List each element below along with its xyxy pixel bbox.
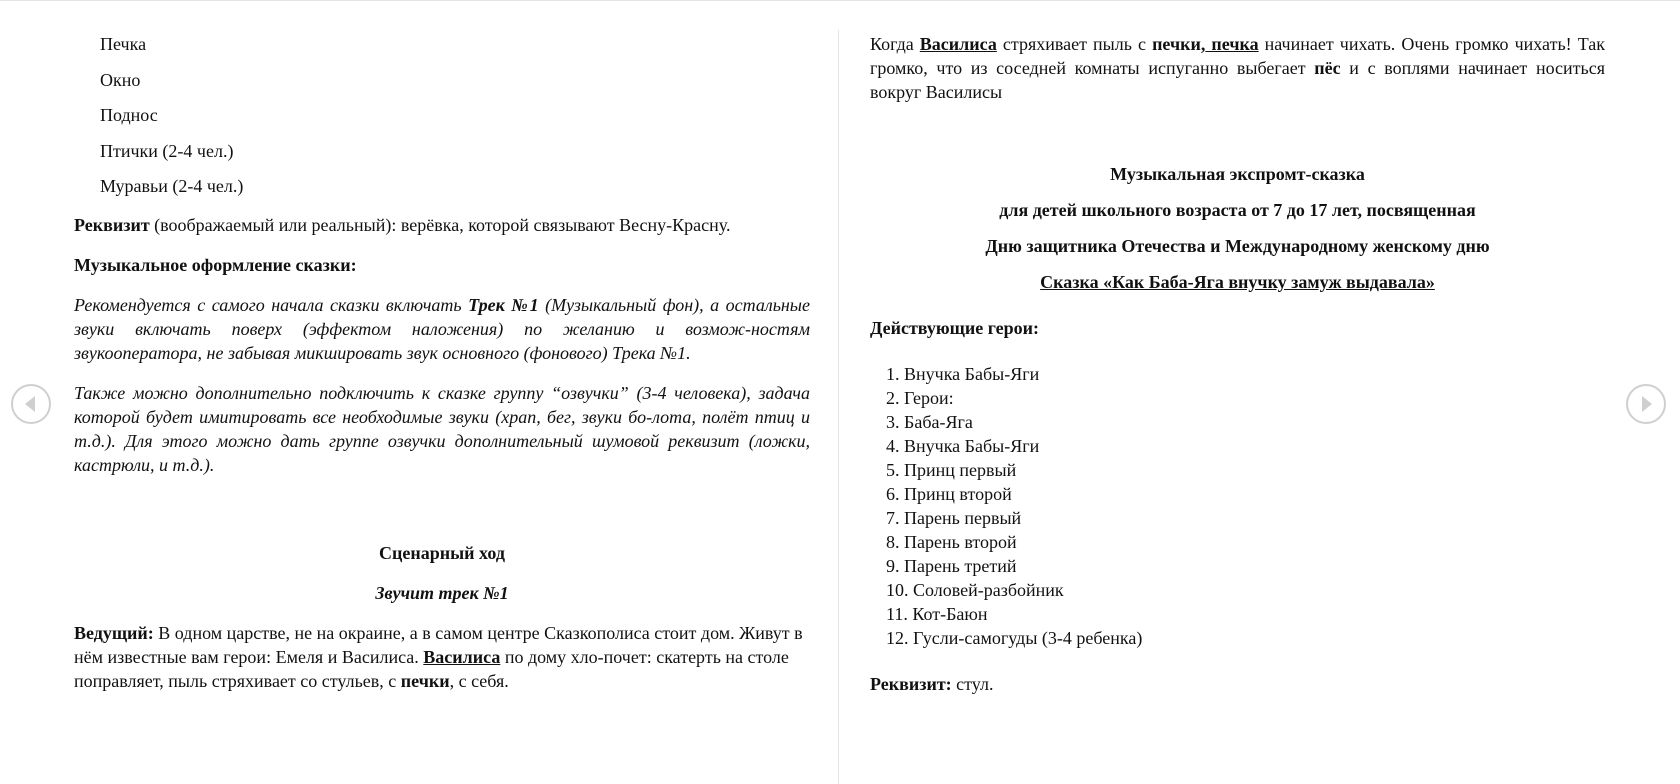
chevron-left-icon [13,386,49,422]
list-item: Окно [100,69,141,90]
props-paragraph [870,672,1605,696]
pechka-highlight: , печка [1200,34,1259,54]
tale-title: Сказка «Как Баба-Яга внучку замуж выдавала» [1040,272,1435,292]
body-text: Когда [870,34,920,54]
list-item: 8. Парень второй [886,532,1017,552]
top-border [0,0,1680,1]
body-text: и с воплями начинает носиться вокруг Василисы [870,58,1605,102]
music-heading: Музыкальное оформление сказки: [74,255,357,275]
sneeze-paragraph [870,32,1605,104]
vasilisa-highlight: Василиса [423,647,501,667]
heroes-heading: Действующие герои: [870,318,1040,338]
next-page-button[interactable] [1626,384,1666,424]
list-item: Птички (2-4 чел.) [100,140,234,161]
list-item: 4. Внучка Бабы-Яги [886,436,1040,456]
list-item: Муравьи (2-4 чел.) [100,176,244,196]
rec-text-a: Рекомендуется с самого начала сказки включать [74,295,469,315]
list-item: Печка [100,34,147,54]
right-page [870,32,1605,696]
heroes-list [870,362,1605,650]
title-line-2: для детей школьного возраста от 7 до 17 лет, посвященная [999,200,1476,220]
track-ref: Трек №1 [468,295,539,315]
voiceover-paragraph: Также можно дополнительно подключить к сказке группу “озвучки” (3-4 человека), задача которой будет имитировать все необходимые звуки (храп, бег, звуки бо-лота, полёт птиц и т.д.). Для этого можно дать группе озвучки дополнительный шумовой реквизит (ложки, кастрюли, и т.д.). [74,383,810,475]
list-item: 1. Внучка Бабы-Яги [886,364,1040,384]
pechki-highlight: печки [1152,34,1201,54]
pechki-highlight: печки [400,671,450,691]
vasilisa-highlight: Василиса [919,34,997,54]
list-item: 5. Принц первый [886,460,1017,480]
left-page [74,32,810,693]
recommendation-paragraph [74,293,810,365]
title-line-1: Музыкальная экспромт-сказка [1110,164,1365,184]
body-text: стряхивает пыль с [996,34,1153,54]
host-text: , с себя. [449,671,509,691]
list-item: 6. Принц второй [886,484,1012,504]
title-line-4 [870,270,1605,294]
props-label: Реквизит [74,215,150,235]
host-paragraph [74,621,810,693]
props-text: стул. [951,674,994,694]
page-divider [838,30,839,784]
list-item: 7. Парень первый [886,508,1022,528]
scenario-heading: Сценарный ход [379,543,505,563]
list-item: Поднос [100,105,158,125]
prev-page-button[interactable] [11,384,51,424]
list-item: 12. Гусли-самогуды (3-4 ребенка) [886,628,1143,648]
host-text: по дому хло-почет: скатерть на столе поправляет, пыль стряхивает со стульев, с [74,647,789,691]
host-text: В одном царстве, не на окраине, а в самом центре Сказкополиса стоит дом. Живут в нём известные вам герои: Емеля и Василиса. [74,623,803,667]
list-item: 9. Парень третий [886,556,1017,576]
host-label: Ведущий: [74,623,154,643]
list-item: 11. Кот-Баюн [886,604,988,624]
title-line-3: Дню защитника Отечества и Международному женскому дню [985,236,1490,256]
body-text: начинает чихать. Очень громко чихать! Так громко, что из соседней комнаты испуганно выбегает [870,34,1605,78]
chevron-right-icon [1628,386,1664,422]
pes-highlight: пёс [1314,58,1341,78]
rec-text-b: (Музыкальный фон), а остальные звуки включать поверх (эффектом наложения) по желанию и возмож-ностям звукооператора, не забывая микшировать звук основного (фонового) Трека №1. [74,295,810,363]
track-line: Звучит трек №1 [375,583,509,603]
props-paragraph [74,213,810,237]
list-item: 2. Герои: [886,388,954,408]
list-item: 10. Соловей-разбойник [886,580,1064,600]
props-text: (воображаемый или реальный): верёвка, которой связывают Весну-Красну. [149,215,731,235]
list-item: 3. Баба-Яга [886,412,973,432]
props-label: Реквизит: [870,674,952,694]
cast-list [74,32,810,198]
